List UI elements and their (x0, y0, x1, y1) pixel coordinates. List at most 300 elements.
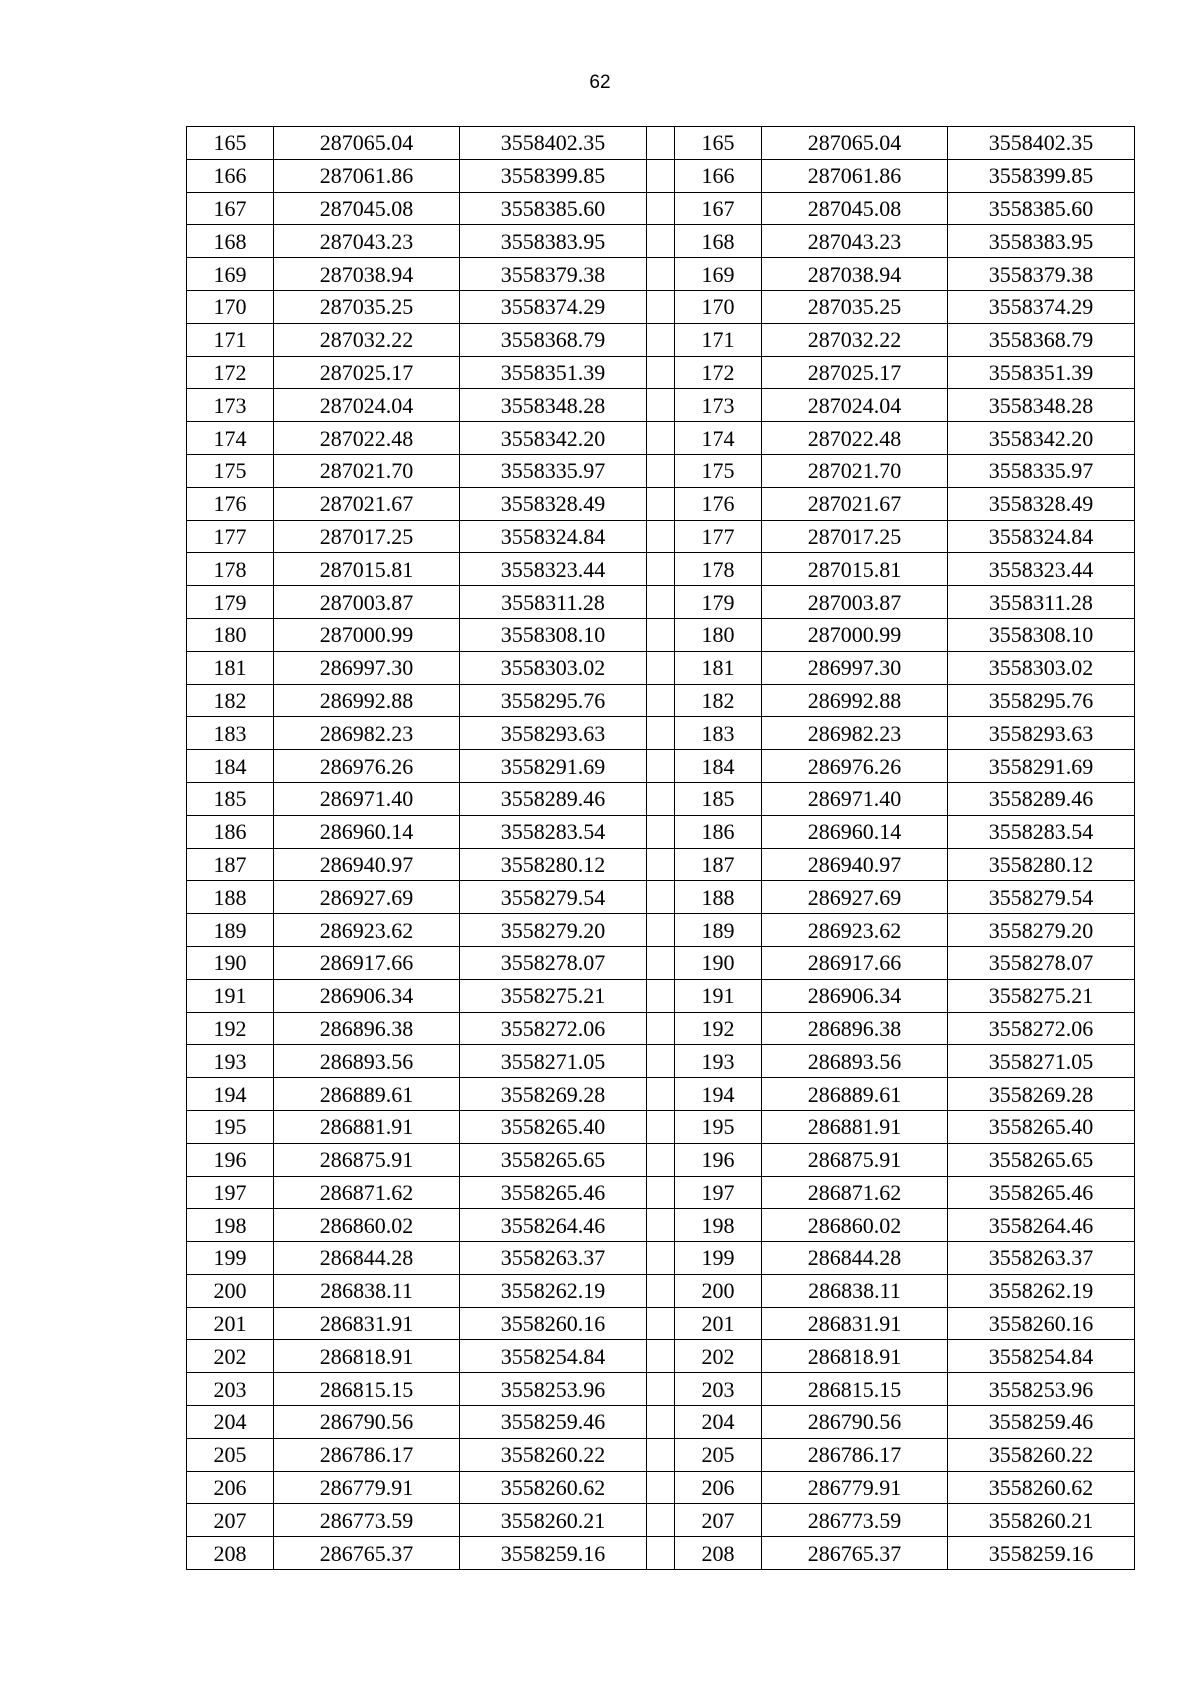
point-id-cell: 186 (187, 815, 274, 848)
x-coordinate-cell: 286838.11 (274, 1274, 460, 1307)
table-row (187, 520, 1135, 553)
point-id-cell: 168 (187, 225, 274, 258)
x-coordinate-cell: 286786.17 (274, 1438, 460, 1471)
table-row (187, 1078, 1135, 1111)
point-id-cell-right: 181 (675, 651, 762, 684)
x-coordinate-cell-right: 286765.37 (762, 1537, 948, 1570)
y-coordinate-cell: 3558271.05 (460, 1045, 647, 1078)
point-id-cell: 199 (187, 1242, 274, 1275)
x-coordinate-cell-right: 286923.62 (762, 914, 948, 947)
y-coordinate-cell: 3558275.21 (460, 979, 647, 1012)
x-coordinate-cell: 286927.69 (274, 881, 460, 914)
y-coordinate-cell: 3558265.46 (460, 1176, 647, 1209)
table-row (187, 946, 1135, 979)
page-number: 62 (589, 72, 611, 93)
y-coordinate-cell-right: 3558383.95 (948, 225, 1135, 258)
x-coordinate-cell: 286896.38 (274, 1012, 460, 1045)
table-row (187, 553, 1135, 586)
spacer-cell (647, 1078, 675, 1111)
x-coordinate-cell: 286871.62 (274, 1176, 460, 1209)
y-coordinate-cell-right: 3558254.84 (948, 1340, 1135, 1373)
point-id-cell: 176 (187, 487, 274, 520)
table-row (187, 1406, 1135, 1439)
point-id-cell: 166 (187, 159, 274, 192)
point-id-cell: 207 (187, 1504, 274, 1537)
spacer-cell (647, 225, 675, 258)
table-row (187, 225, 1135, 258)
point-id-cell-right: 179 (675, 586, 762, 619)
point-id-cell: 173 (187, 389, 274, 422)
x-coordinate-cell-right: 287022.48 (762, 422, 948, 455)
y-coordinate-cell: 3558308.10 (460, 618, 647, 651)
x-coordinate-cell: 286893.56 (274, 1045, 460, 1078)
y-coordinate-cell-right: 3558303.02 (948, 651, 1135, 684)
y-coordinate-cell: 3558295.76 (460, 684, 647, 717)
point-id-cell: 188 (187, 881, 274, 914)
x-coordinate-cell-right: 286831.91 (762, 1307, 948, 1340)
x-coordinate-cell: 286881.91 (274, 1110, 460, 1143)
y-coordinate-cell: 3558278.07 (460, 946, 647, 979)
y-coordinate-cell-right: 3558260.22 (948, 1438, 1135, 1471)
y-coordinate-cell-right: 3558259.16 (948, 1537, 1135, 1570)
point-id-cell-right: 200 (675, 1274, 762, 1307)
point-id-cell-right: 168 (675, 225, 762, 258)
y-coordinate-cell-right: 3558263.37 (948, 1242, 1135, 1275)
table-row (187, 454, 1135, 487)
x-coordinate-cell-right: 287065.04 (762, 127, 948, 160)
point-id-cell: 203 (187, 1373, 274, 1406)
y-coordinate-cell: 3558260.16 (460, 1307, 647, 1340)
table-row (187, 618, 1135, 651)
spacer-cell (647, 1012, 675, 1045)
point-id-cell: 192 (187, 1012, 274, 1045)
table-row (187, 1242, 1135, 1275)
x-coordinate-cell-right: 287015.81 (762, 553, 948, 586)
point-id-cell: 180 (187, 618, 274, 651)
y-coordinate-cell: 3558272.06 (460, 1012, 647, 1045)
spacer-cell (647, 1209, 675, 1242)
y-coordinate-cell-right: 3558328.49 (948, 487, 1135, 520)
point-id-cell-right: 189 (675, 914, 762, 947)
x-coordinate-cell: 286773.59 (274, 1504, 460, 1537)
y-coordinate-cell-right: 3558279.20 (948, 914, 1135, 947)
point-id-cell-right: 205 (675, 1438, 762, 1471)
y-coordinate-cell: 3558293.63 (460, 717, 647, 750)
x-coordinate-cell-right: 287043.23 (762, 225, 948, 258)
spacer-cell (647, 290, 675, 323)
x-coordinate-cell: 286976.26 (274, 750, 460, 783)
y-coordinate-cell: 3558328.49 (460, 487, 647, 520)
x-coordinate-cell: 287065.04 (274, 127, 460, 160)
point-id-cell-right: 191 (675, 979, 762, 1012)
y-coordinate-cell: 3558254.84 (460, 1340, 647, 1373)
point-id-cell: 193 (187, 1045, 274, 1078)
point-id-cell-right: 165 (675, 127, 762, 160)
y-coordinate-cell-right: 3558342.20 (948, 422, 1135, 455)
x-coordinate-cell-right: 287003.87 (762, 586, 948, 619)
point-id-cell-right: 173 (675, 389, 762, 422)
y-coordinate-cell-right: 3558351.39 (948, 356, 1135, 389)
point-id-cell: 174 (187, 422, 274, 455)
x-coordinate-cell-right: 287061.86 (762, 159, 948, 192)
y-coordinate-cell-right: 3558402.35 (948, 127, 1135, 160)
y-coordinate-cell-right: 3558335.97 (948, 454, 1135, 487)
y-coordinate-cell: 3558264.46 (460, 1209, 647, 1242)
spacer-cell (647, 881, 675, 914)
y-coordinate-cell-right: 3558269.28 (948, 1078, 1135, 1111)
y-coordinate-cell-right: 3558311.28 (948, 586, 1135, 619)
table-row (187, 979, 1135, 1012)
point-id-cell-right: 192 (675, 1012, 762, 1045)
x-coordinate-cell-right: 286875.91 (762, 1143, 948, 1176)
spacer-cell (647, 1438, 675, 1471)
y-coordinate-cell-right: 3558348.28 (948, 389, 1135, 422)
x-coordinate-cell: 287038.94 (274, 258, 460, 291)
y-coordinate-cell: 3558269.28 (460, 1078, 647, 1111)
point-id-cell-right: 208 (675, 1537, 762, 1570)
x-coordinate-cell: 286831.91 (274, 1307, 460, 1340)
y-coordinate-cell-right: 3558253.96 (948, 1373, 1135, 1406)
x-coordinate-cell-right: 286896.38 (762, 1012, 948, 1045)
spacer-cell (647, 1274, 675, 1307)
y-coordinate-cell-right: 3558291.69 (948, 750, 1135, 783)
spacer-cell (647, 586, 675, 619)
point-id-cell: 202 (187, 1340, 274, 1373)
x-coordinate-cell-right: 286815.15 (762, 1373, 948, 1406)
table-row (187, 1340, 1135, 1373)
point-id-cell: 178 (187, 553, 274, 586)
y-coordinate-cell: 3558399.85 (460, 159, 647, 192)
spacer-cell (647, 553, 675, 586)
spacer-cell (647, 192, 675, 225)
y-coordinate-cell-right: 3558283.54 (948, 815, 1135, 848)
x-coordinate-cell: 286765.37 (274, 1537, 460, 1570)
y-coordinate-cell: 3558342.20 (460, 422, 647, 455)
spacer-cell (647, 258, 675, 291)
y-coordinate-cell-right: 3558260.62 (948, 1471, 1135, 1504)
coordinates-table (186, 126, 1135, 1570)
x-coordinate-cell-right: 287000.99 (762, 618, 948, 651)
x-coordinate-cell: 287015.81 (274, 553, 460, 586)
x-coordinate-cell: 287022.48 (274, 422, 460, 455)
y-coordinate-cell-right: 3558260.16 (948, 1307, 1135, 1340)
table-row (187, 717, 1135, 750)
spacer-cell (647, 782, 675, 815)
table-row (187, 1110, 1135, 1143)
point-id-cell-right: 195 (675, 1110, 762, 1143)
x-coordinate-cell: 286906.34 (274, 979, 460, 1012)
point-id-cell: 165 (187, 127, 274, 160)
y-coordinate-cell-right: 3558264.46 (948, 1209, 1135, 1242)
spacer-cell (647, 848, 675, 881)
y-coordinate-cell-right: 3558295.76 (948, 684, 1135, 717)
spacer-cell (647, 1110, 675, 1143)
y-coordinate-cell-right: 3558368.79 (948, 323, 1135, 356)
spacer-cell (647, 356, 675, 389)
point-id-cell: 205 (187, 1438, 274, 1471)
x-coordinate-cell: 286940.97 (274, 848, 460, 881)
y-coordinate-cell: 3558348.28 (460, 389, 647, 422)
point-id-cell-right: 187 (675, 848, 762, 881)
point-id-cell-right: 180 (675, 618, 762, 651)
point-id-cell-right: 176 (675, 487, 762, 520)
x-coordinate-cell-right: 286779.91 (762, 1471, 948, 1504)
y-coordinate-cell-right: 3558289.46 (948, 782, 1135, 815)
y-coordinate-cell: 3558265.40 (460, 1110, 647, 1143)
x-coordinate-cell: 287021.70 (274, 454, 460, 487)
y-coordinate-cell-right: 3558278.07 (948, 946, 1135, 979)
y-coordinate-cell: 3558291.69 (460, 750, 647, 783)
spacer-cell (647, 1471, 675, 1504)
x-coordinate-cell-right: 287017.25 (762, 520, 948, 553)
x-coordinate-cell-right: 286982.23 (762, 717, 948, 750)
table-row (187, 1471, 1135, 1504)
spacer-cell (647, 389, 675, 422)
x-coordinate-cell-right: 286960.14 (762, 815, 948, 848)
table-row (187, 1438, 1135, 1471)
y-coordinate-cell: 3558260.21 (460, 1504, 647, 1537)
x-coordinate-cell-right: 287038.94 (762, 258, 948, 291)
x-coordinate-cell: 286992.88 (274, 684, 460, 717)
spacer-cell (647, 487, 675, 520)
x-coordinate-cell: 286960.14 (274, 815, 460, 848)
point-id-cell-right: 197 (675, 1176, 762, 1209)
table-row (187, 1504, 1135, 1537)
spacer-cell (647, 651, 675, 684)
point-id-cell: 179 (187, 586, 274, 619)
table-row (187, 258, 1135, 291)
x-coordinate-cell: 286860.02 (274, 1209, 460, 1242)
y-coordinate-cell-right: 3558324.84 (948, 520, 1135, 553)
y-coordinate-cell: 3558324.84 (460, 520, 647, 553)
y-coordinate-cell: 3558262.19 (460, 1274, 647, 1307)
x-coordinate-cell: 286971.40 (274, 782, 460, 815)
spacer-cell (647, 618, 675, 651)
spacer-cell (647, 717, 675, 750)
x-coordinate-cell: 287024.04 (274, 389, 460, 422)
y-coordinate-cell-right: 3558265.40 (948, 1110, 1135, 1143)
x-coordinate-cell-right: 286790.56 (762, 1406, 948, 1439)
point-id-cell: 208 (187, 1537, 274, 1570)
point-id-cell: 169 (187, 258, 274, 291)
y-coordinate-cell: 3558374.29 (460, 290, 647, 323)
spacer-cell (647, 1307, 675, 1340)
y-coordinate-cell: 3558379.38 (460, 258, 647, 291)
point-id-cell-right: 196 (675, 1143, 762, 1176)
x-coordinate-cell: 287045.08 (274, 192, 460, 225)
y-coordinate-cell-right: 3558293.63 (948, 717, 1135, 750)
table-row (187, 1012, 1135, 1045)
x-coordinate-cell: 287000.99 (274, 618, 460, 651)
x-coordinate-cell: 286889.61 (274, 1078, 460, 1111)
table-row (187, 127, 1135, 160)
x-coordinate-cell-right: 287025.17 (762, 356, 948, 389)
x-coordinate-cell-right: 286992.88 (762, 684, 948, 717)
x-coordinate-cell-right: 287045.08 (762, 192, 948, 225)
spacer-cell (647, 127, 675, 160)
point-id-cell-right: 193 (675, 1045, 762, 1078)
spacer-cell (647, 750, 675, 783)
x-coordinate-cell-right: 286838.11 (762, 1274, 948, 1307)
point-id-cell: 206 (187, 1471, 274, 1504)
spacer-cell (647, 323, 675, 356)
spacer-cell (647, 1406, 675, 1439)
x-coordinate-cell: 286875.91 (274, 1143, 460, 1176)
point-id-cell-right: 188 (675, 881, 762, 914)
y-coordinate-cell-right: 3558374.29 (948, 290, 1135, 323)
spacer-cell (647, 422, 675, 455)
y-coordinate-cell-right: 3558265.46 (948, 1176, 1135, 1209)
y-coordinate-cell-right: 3558275.21 (948, 979, 1135, 1012)
point-id-cell: 170 (187, 290, 274, 323)
point-id-cell: 204 (187, 1406, 274, 1439)
x-coordinate-cell: 286997.30 (274, 651, 460, 684)
x-coordinate-cell-right: 286917.66 (762, 946, 948, 979)
spacer-cell (647, 979, 675, 1012)
x-coordinate-cell: 287032.22 (274, 323, 460, 356)
point-id-cell-right: 178 (675, 553, 762, 586)
x-coordinate-cell: 287003.87 (274, 586, 460, 619)
table-row (187, 1373, 1135, 1406)
y-coordinate-cell: 3558279.54 (460, 881, 647, 914)
y-coordinate-cell-right: 3558271.05 (948, 1045, 1135, 1078)
y-coordinate-cell: 3558402.35 (460, 127, 647, 160)
x-coordinate-cell-right: 286889.61 (762, 1078, 948, 1111)
point-id-cell: 187 (187, 848, 274, 881)
x-coordinate-cell-right: 286786.17 (762, 1438, 948, 1471)
point-id-cell-right: 199 (675, 1242, 762, 1275)
spacer-cell (647, 1143, 675, 1176)
point-id-cell: 171 (187, 323, 274, 356)
x-coordinate-cell: 286790.56 (274, 1406, 460, 1439)
point-id-cell: 172 (187, 356, 274, 389)
point-id-cell: 201 (187, 1307, 274, 1340)
x-coordinate-cell-right: 286927.69 (762, 881, 948, 914)
point-id-cell-right: 174 (675, 422, 762, 455)
point-id-cell: 184 (187, 750, 274, 783)
spacer-cell (647, 684, 675, 717)
spacer-cell (647, 1537, 675, 1570)
y-coordinate-cell: 3558383.95 (460, 225, 647, 258)
x-coordinate-cell-right: 286818.91 (762, 1340, 948, 1373)
y-coordinate-cell-right: 3558323.44 (948, 553, 1135, 586)
x-coordinate-cell: 286982.23 (274, 717, 460, 750)
table-row (187, 159, 1135, 192)
table-row (187, 1537, 1135, 1570)
point-id-cell-right: 166 (675, 159, 762, 192)
point-id-cell: 183 (187, 717, 274, 750)
point-id-cell-right: 204 (675, 1406, 762, 1439)
table-row (187, 815, 1135, 848)
x-coordinate-cell: 286815.15 (274, 1373, 460, 1406)
spacer-cell (647, 946, 675, 979)
table-row (187, 848, 1135, 881)
point-id-cell-right: 183 (675, 717, 762, 750)
y-coordinate-cell-right: 3558262.19 (948, 1274, 1135, 1307)
x-coordinate-cell-right: 287021.70 (762, 454, 948, 487)
x-coordinate-cell: 286923.62 (274, 914, 460, 947)
y-coordinate-cell: 3558385.60 (460, 192, 647, 225)
x-coordinate-cell: 287017.25 (274, 520, 460, 553)
x-coordinate-cell-right: 286881.91 (762, 1110, 948, 1143)
table-row (187, 881, 1135, 914)
y-coordinate-cell: 3558303.02 (460, 651, 647, 684)
y-coordinate-cell-right: 3558399.85 (948, 159, 1135, 192)
y-coordinate-cell-right: 3558385.60 (948, 192, 1135, 225)
table-row (187, 290, 1135, 323)
x-coordinate-cell-right: 286997.30 (762, 651, 948, 684)
y-coordinate-cell-right: 3558265.65 (948, 1143, 1135, 1176)
x-coordinate-cell-right: 287021.67 (762, 487, 948, 520)
x-coordinate-cell: 287061.86 (274, 159, 460, 192)
x-coordinate-cell-right: 286893.56 (762, 1045, 948, 1078)
point-id-cell-right: 207 (675, 1504, 762, 1537)
point-id-cell-right: 198 (675, 1209, 762, 1242)
table-row (187, 1274, 1135, 1307)
point-id-cell-right: 185 (675, 782, 762, 815)
table-row (187, 323, 1135, 356)
table-row (187, 1143, 1135, 1176)
y-coordinate-cell-right: 3558259.46 (948, 1406, 1135, 1439)
x-coordinate-cell-right: 287032.22 (762, 323, 948, 356)
y-coordinate-cell: 3558260.22 (460, 1438, 647, 1471)
y-coordinate-cell: 3558351.39 (460, 356, 647, 389)
point-id-cell: 196 (187, 1143, 274, 1176)
point-id-cell: 195 (187, 1110, 274, 1143)
y-coordinate-cell: 3558311.28 (460, 586, 647, 619)
table-row (187, 1209, 1135, 1242)
x-coordinate-cell: 287021.67 (274, 487, 460, 520)
point-id-cell: 197 (187, 1176, 274, 1209)
x-coordinate-cell-right: 286871.62 (762, 1176, 948, 1209)
y-coordinate-cell-right: 3558280.12 (948, 848, 1135, 881)
point-id-cell-right: 201 (675, 1307, 762, 1340)
y-coordinate-cell-right: 3558260.21 (948, 1504, 1135, 1537)
table-row (187, 586, 1135, 619)
y-coordinate-cell: 3558263.37 (460, 1242, 647, 1275)
spacer-cell (647, 1373, 675, 1406)
y-coordinate-cell: 3558265.65 (460, 1143, 647, 1176)
y-coordinate-cell: 3558260.62 (460, 1471, 647, 1504)
table-row (187, 192, 1135, 225)
table-row (187, 651, 1135, 684)
spacer-cell (647, 815, 675, 848)
spacer-cell (647, 1176, 675, 1209)
x-coordinate-cell-right: 286844.28 (762, 1242, 948, 1275)
x-coordinate-cell-right: 286940.97 (762, 848, 948, 881)
y-coordinate-cell: 3558283.54 (460, 815, 647, 848)
point-id-cell: 177 (187, 520, 274, 553)
point-id-cell-right: 206 (675, 1471, 762, 1504)
y-coordinate-cell: 3558323.44 (460, 553, 647, 586)
spacer-cell (647, 159, 675, 192)
spacer-cell (647, 454, 675, 487)
y-coordinate-cell: 3558253.96 (460, 1373, 647, 1406)
point-id-cell: 181 (187, 651, 274, 684)
y-coordinate-cell-right: 3558379.38 (948, 258, 1135, 291)
x-coordinate-cell-right: 286860.02 (762, 1209, 948, 1242)
table-row (187, 914, 1135, 947)
y-coordinate-cell: 3558279.20 (460, 914, 647, 947)
x-coordinate-cell-right: 286971.40 (762, 782, 948, 815)
spacer-cell (647, 1242, 675, 1275)
point-id-cell-right: 182 (675, 684, 762, 717)
table-row (187, 782, 1135, 815)
x-coordinate-cell: 286779.91 (274, 1471, 460, 1504)
point-id-cell: 182 (187, 684, 274, 717)
table-row (187, 1307, 1135, 1340)
point-id-cell-right: 190 (675, 946, 762, 979)
